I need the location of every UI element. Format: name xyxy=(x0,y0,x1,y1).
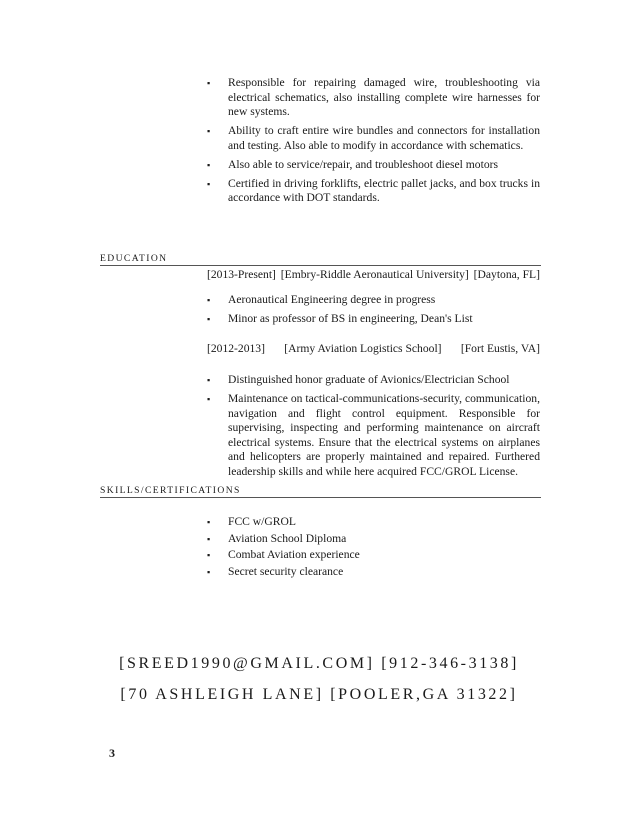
bullet-text: Ability to craft entire wire bundles and connectors for installation and testing. Also able to modify in accordance with schematics. xyxy=(228,124,540,152)
entry-dates: [2013-Present] xyxy=(207,268,276,281)
education-heading: EDUCATION xyxy=(100,253,541,266)
list-item xyxy=(207,392,540,480)
education-bullets xyxy=(207,373,540,484)
list-item xyxy=(207,312,540,327)
list-item xyxy=(207,515,540,530)
bullet-text: Also able to service/repair, and troubleshoot diesel motors xyxy=(228,157,498,171)
bullet-text: Secret security clearance xyxy=(228,564,344,578)
list-item xyxy=(207,293,540,308)
bullet-text: Aeronautical Engineering degree in progress xyxy=(228,293,436,306)
bullet-text: Aviation School Diploma xyxy=(228,531,347,545)
list-item xyxy=(207,373,540,388)
list-item xyxy=(207,158,540,173)
bullet-icon: ▪ xyxy=(207,159,211,170)
entry-institution: [Embry-Riddle Aeronautical University] xyxy=(280,268,469,281)
bullet-text: Combat Aviation experience xyxy=(228,548,360,562)
bullet-icon: ▪ xyxy=(207,375,211,385)
bullet-icon: ▪ xyxy=(207,550,211,561)
education-entry-header xyxy=(207,268,540,281)
skills-bullets xyxy=(207,515,540,581)
bullet-icon: ▪ xyxy=(207,566,211,577)
work-bullets xyxy=(207,76,540,210)
education-bullets xyxy=(207,293,540,331)
bullet-icon: ▪ xyxy=(207,313,211,324)
bullet-icon: ▪ xyxy=(207,126,211,137)
list-item xyxy=(207,76,540,120)
page-number: 3 xyxy=(109,746,115,760)
bullet-text: Maintenance on tactical-communications-security, communication, navigation and flight control equipment. Responsible for supervising, inspecting and performing maintenance on aircraft electrical systems. Ensure that the electrical systems on airplanes and helicopters are properly maintained and repaired. Furthered leadership skills and while here acquired FCC/GROL License. xyxy=(228,391,540,478)
entry-location: [Fort Eustis, VA] xyxy=(460,342,540,355)
bullet-text: Distinguished honor graduate of Avionics/Electrician School xyxy=(228,373,510,386)
list-item xyxy=(207,124,540,153)
list-item xyxy=(207,548,540,563)
entry-institution: [Army Aviation Logistics School] xyxy=(284,342,442,355)
bullet-text: Minor as professor of BS in engineering, Dean's List xyxy=(228,311,473,325)
list-item xyxy=(207,532,540,547)
bullet-icon: ▪ xyxy=(207,533,211,544)
bullet-icon: ▪ xyxy=(207,295,211,305)
bullet-text: FCC w/GROL xyxy=(228,515,296,528)
list-item xyxy=(207,177,540,206)
entry-location: [Daytona, FL] xyxy=(473,268,540,281)
contact-email-phone: [SREED1990@GMAIL.COM] [912-346-3138] xyxy=(119,655,519,672)
contact-address: [70 ASHLEIGH LANE] [POOLER,GA 31322] xyxy=(120,686,518,703)
skills-heading: SKILLS/CERTIFICATIONS xyxy=(100,485,541,498)
bullet-icon: ▪ xyxy=(207,178,211,189)
list-item xyxy=(207,565,540,580)
bullet-icon: ▪ xyxy=(207,517,211,527)
bullet-icon: ▪ xyxy=(207,78,211,88)
education-entry-header xyxy=(207,342,540,355)
bullet-icon: ▪ xyxy=(207,393,211,404)
bullet-text: Responsible for repairing damaged wire, troubleshooting via electrical schematics, also installing complete wire harnesses for new systems. xyxy=(228,76,540,119)
bullet-text: Certified in driving forklifts, electric pallet jacks, and box trucks in accordance with DOT standards. xyxy=(228,176,540,205)
entry-dates: [2012-2013] xyxy=(207,342,265,355)
